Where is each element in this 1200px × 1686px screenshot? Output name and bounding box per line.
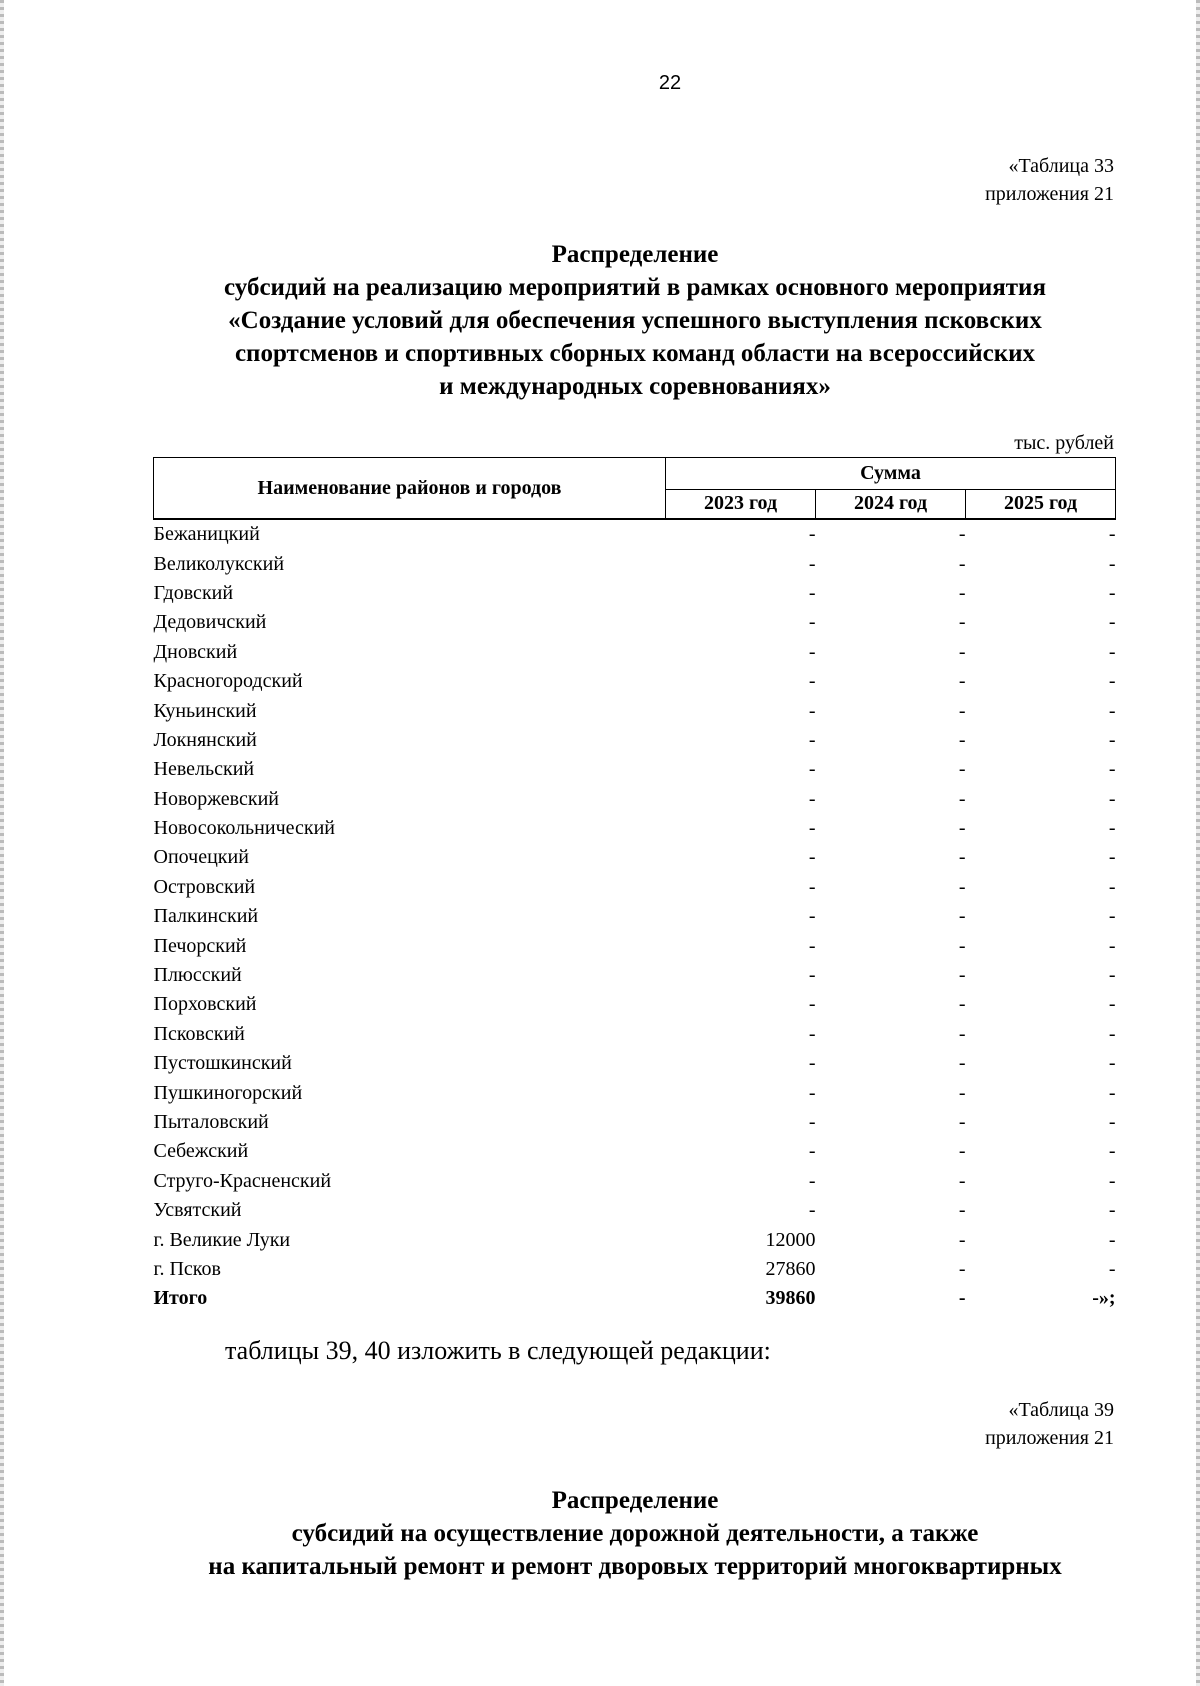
district-name: Дедовичский (153, 611, 267, 634)
table-total-row (154, 1284, 1116, 1313)
district-name: Пыталовский (153, 1111, 269, 1133)
table-row (154, 1078, 1116, 1107)
value-2023: - (808, 964, 816, 987)
table-reference-line: приложения 21 (985, 1427, 1114, 1449)
value-2025: - (1108, 1169, 1116, 1192)
value-2024: - (958, 1081, 966, 1104)
district-name: Куньинский (153, 699, 257, 722)
table-row (154, 990, 1116, 1019)
value-2025: - (1108, 1052, 1116, 1075)
value-2025: - (1108, 875, 1116, 898)
value-2024: - (958, 934, 966, 957)
instruction-text: таблицы 39, 40 изложить в следующей редакции: (225, 1336, 771, 1365)
value-2024: - (958, 1022, 966, 1045)
value-2024: - (958, 640, 966, 663)
value-2023: 39860 (765, 1287, 816, 1310)
heading-line: субсидий на осуществление дорожной деятельности, а также (291, 1520, 979, 1547)
value-2025: -»; (1092, 1287, 1116, 1310)
table-row (154, 726, 1116, 755)
value-2025: - (1108, 728, 1116, 751)
value-2025: - (1108, 1199, 1116, 1222)
value-2023: - (808, 846, 816, 869)
table-row (154, 519, 1116, 549)
table-row (154, 579, 1116, 608)
distribution-table-container (153, 457, 1115, 1314)
heading-line: и международных соревнованиях» (439, 373, 831, 400)
district-name: Пустошкинский (153, 1052, 292, 1075)
value-2023: 12000 (765, 1228, 816, 1251)
value-2023: - (808, 993, 816, 1016)
column-header-sum: Сумма (666, 458, 1116, 490)
value-2023: - (808, 1199, 816, 1222)
value-2024: - (958, 1257, 966, 1280)
value-2023: - (808, 787, 816, 810)
heading-line: субсидий на реализацию мероприятий в рамках основного мероприятия (224, 274, 1046, 301)
value-2025: - (1108, 993, 1116, 1016)
value-2023: 27860 (765, 1257, 816, 1280)
table-row (154, 1020, 1116, 1049)
value-2023: - (808, 1111, 816, 1133)
value-2024: - (958, 1140, 966, 1163)
value-2023: - (808, 758, 816, 781)
value-2024: - (958, 581, 966, 604)
district-name: Усвятский (153, 1199, 242, 1222)
value-2023: - (808, 699, 816, 722)
value-2023: - (808, 875, 816, 898)
value-2024: - (958, 846, 966, 869)
value-2023: - (808, 523, 816, 546)
total-label: Итого (153, 1287, 208, 1310)
value-2023: - (808, 1081, 816, 1104)
section-heading-2 (130, 1484, 1140, 1583)
value-2024: - (958, 1199, 966, 1222)
table-row (154, 755, 1116, 784)
value-2024: - (958, 1052, 966, 1075)
column-header-2024: 2024 год (816, 489, 966, 519)
value-2024: - (958, 964, 966, 987)
district-name: Палкинский (153, 905, 259, 928)
table-row (154, 549, 1116, 578)
table-row (154, 785, 1116, 814)
district-name: Струго-Красненский (153, 1169, 332, 1192)
value-2023: - (808, 1022, 816, 1045)
district-name: Новоржевский (153, 787, 280, 810)
value-2024: - (958, 523, 966, 546)
table-row (154, 1255, 1116, 1284)
value-2024: - (958, 817, 966, 840)
table-row (154, 1225, 1116, 1254)
value-2025: - (1108, 611, 1116, 634)
value-2025: - (1108, 1228, 1116, 1251)
heading-line: Распределение (551, 241, 719, 268)
table-row (154, 961, 1116, 990)
table-row (154, 696, 1116, 725)
column-header-name: Наименование районов и городов (154, 458, 666, 520)
heading-line: Распределение (551, 1487, 719, 1514)
district-name: Островский (153, 875, 256, 898)
table-row (154, 1049, 1116, 1078)
table-row (154, 902, 1116, 931)
value-2024: - (958, 611, 966, 634)
value-2025: - (1108, 905, 1116, 928)
column-header-2023: 2023 год (666, 489, 816, 519)
table-reference-39 (985, 1396, 1114, 1452)
value-2025: - (1108, 1140, 1116, 1163)
table-reference-33 (985, 152, 1114, 208)
table-row (154, 1196, 1116, 1225)
district-name: Псковский (153, 1022, 245, 1045)
section-heading-1 (130, 238, 1140, 403)
value-2023: - (808, 905, 816, 928)
value-2024: - (958, 1111, 966, 1133)
table-row (154, 638, 1116, 667)
district-name: Пушкиногорский (153, 1081, 303, 1104)
value-2025: - (1108, 1022, 1116, 1045)
district-name: Гдовский (153, 581, 234, 604)
value-2024: - (958, 728, 966, 751)
table-row (154, 931, 1116, 960)
table-row (154, 667, 1116, 696)
value-2023: - (808, 611, 816, 634)
table-body (154, 519, 1116, 1314)
value-2024: - (958, 670, 966, 693)
value-2025: - (1108, 1081, 1116, 1104)
table-row (154, 1137, 1116, 1166)
units-label: тыс. рублей (1014, 432, 1114, 454)
district-name: г. Великие Луки (153, 1228, 291, 1251)
value-2024: - (958, 1287, 966, 1310)
table-row (154, 814, 1116, 843)
heading-line: спортсменов и спортивных сборных команд области на всероссийских (234, 340, 1036, 367)
page-number: 22 (658, 72, 682, 94)
value-2024: - (958, 875, 966, 898)
value-2025: - (1108, 758, 1116, 781)
scan-edge-left (0, 0, 4, 1686)
district-name: Печорский (153, 934, 247, 957)
distribution-table (153, 457, 1116, 1314)
value-2025: - (1108, 699, 1116, 722)
value-2025: - (1108, 817, 1116, 840)
value-2025: - (1108, 670, 1116, 693)
value-2024: - (958, 1228, 966, 1251)
district-name: Порховский (153, 993, 257, 1016)
value-2025: - (1108, 787, 1116, 810)
value-2025: - (1108, 846, 1116, 869)
value-2024: - (958, 787, 966, 810)
district-name: Локнянский (153, 728, 257, 751)
district-name: Дновский (153, 640, 238, 663)
district-name: Великолукский (153, 552, 285, 575)
district-name: Красногородский (153, 670, 303, 693)
district-name: г. Псков (153, 1257, 221, 1280)
table-row (154, 873, 1116, 902)
column-header-2025: 2025 год (966, 489, 1116, 519)
table-row (154, 1108, 1116, 1137)
table-row (154, 608, 1116, 637)
table-reference-line: «Таблица 33 (1008, 155, 1114, 177)
district-name: Бежаницкий (153, 523, 260, 546)
district-name: Себежский (153, 1140, 249, 1163)
value-2023: - (808, 552, 816, 575)
value-2023: - (808, 728, 816, 751)
value-2023: - (808, 1140, 816, 1163)
value-2025: - (1108, 964, 1116, 987)
value-2024: - (958, 699, 966, 722)
heading-line: на капитальный ремонт и ремонт дворовых территорий многоквартирных (208, 1553, 1062, 1580)
value-2024: - (958, 758, 966, 781)
value-2025: - (1108, 934, 1116, 957)
value-2025: - (1108, 640, 1116, 663)
district-name: Плюсский (153, 964, 242, 987)
district-name: Невельский (153, 758, 255, 781)
value-2025: - (1108, 581, 1116, 604)
value-2023: - (808, 581, 816, 604)
district-name: Новосокольнический (153, 817, 336, 840)
table-row (154, 1167, 1116, 1196)
value-2025: - (1108, 552, 1116, 575)
value-2023: - (808, 817, 816, 840)
value-2023: - (808, 670, 816, 693)
table-row (154, 843, 1116, 872)
value-2023: - (808, 934, 816, 957)
scan-edge-right (1196, 0, 1200, 1686)
value-2025: - (1108, 1111, 1116, 1133)
value-2024: - (958, 552, 966, 575)
table-reference-line: приложения 21 (985, 183, 1114, 205)
value-2025: - (1108, 523, 1116, 546)
value-2024: - (958, 1169, 966, 1192)
value-2023: - (808, 640, 816, 663)
table-reference-line: «Таблица 39 (1008, 1399, 1114, 1421)
value-2024: - (958, 905, 966, 928)
value-2023: - (808, 1052, 816, 1075)
value-2023: - (808, 1169, 816, 1192)
value-2025: - (1108, 1257, 1116, 1280)
district-name: Опочецкий (153, 846, 249, 869)
value-2024: - (958, 993, 966, 1016)
heading-line: «Создание условий для обеспечения успешного выступления псковских (228, 307, 1042, 334)
